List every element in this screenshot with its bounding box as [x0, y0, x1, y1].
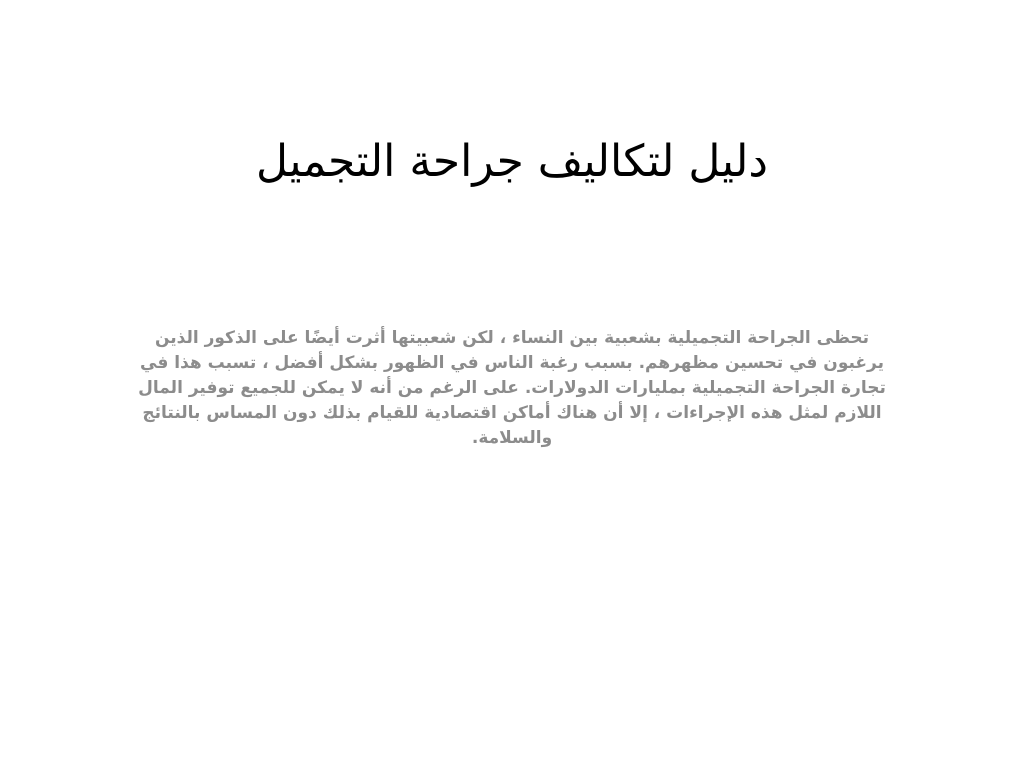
- slide-title: دليل لتكاليف جراحة التجميل: [255, 136, 768, 187]
- slide-body-text: تحظى الجراحة التجميلية بشعبية بين النساء ، لكن شعبيتها أثرت أيضًا على الذكور الذين يرغبون في تحسين مظهرهم. بسبب رغبة الناس في الظهور بشكل أفضل ، تسبب هذا في تجارة الجراحة التجميلية بمليارات الدولارات. على الرغم من أنه لا يمكن للجميع توفير المال اللازم لمثل هذه الإجراءات ، إلا أن هناك أماكن اقتصادية للقيام بذلك دون المساس بالنتائج والسلامة.: [138, 328, 886, 448]
